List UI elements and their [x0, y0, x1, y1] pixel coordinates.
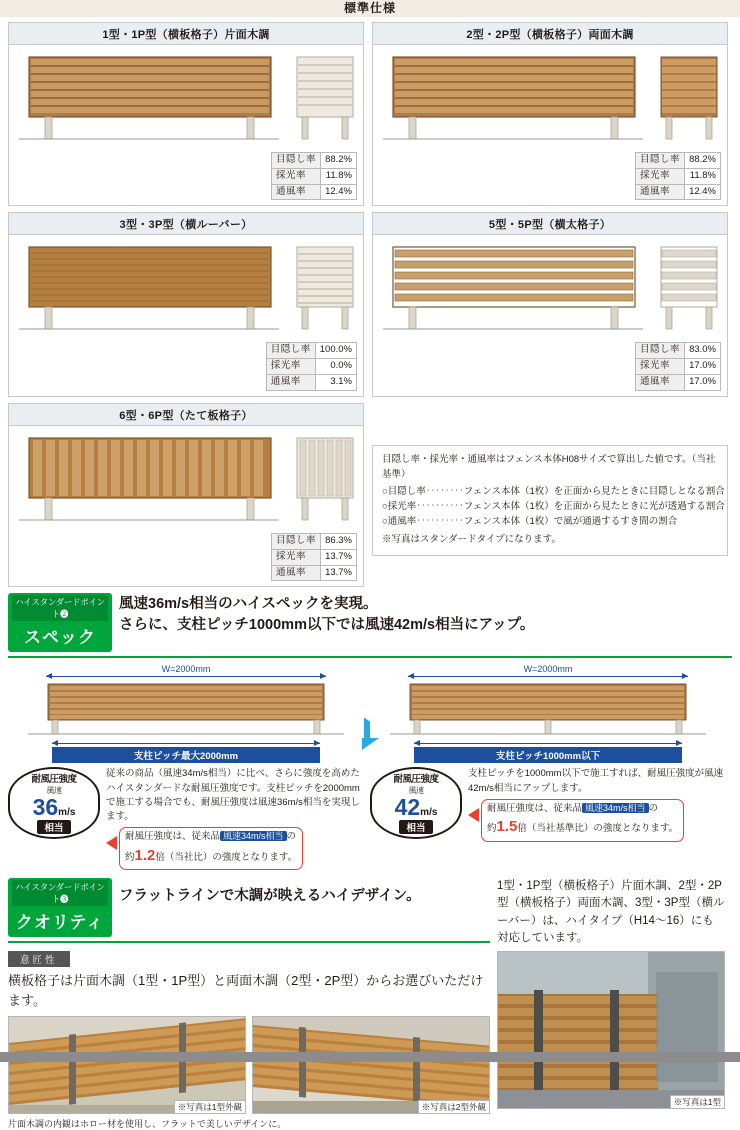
ratio-table	[635, 152, 721, 200]
compare-factor: 1.5	[496, 818, 518, 836]
ratio-label: 採光率	[272, 549, 321, 565]
fence-svg	[15, 51, 283, 143]
ratio-value: 3.1%	[315, 375, 356, 391]
pitch-dimension-line	[414, 743, 682, 744]
strength-stamp-36	[8, 767, 100, 839]
spec-card-type6	[8, 403, 364, 587]
ratio-label: 目隠し率	[266, 343, 315, 359]
design-tag: 意匠性	[8, 951, 70, 967]
ratio-label: 目隠し率	[636, 153, 685, 169]
card-title: 6型・6P型（たて板格子）	[9, 404, 363, 426]
compare-line-1	[487, 802, 678, 816]
ratio-label: 通風率	[636, 375, 685, 391]
fence-diagram-right	[370, 680, 726, 738]
ratio-label: 通風率	[636, 184, 685, 200]
compare-post: の	[648, 802, 659, 814]
green-divider	[8, 941, 490, 943]
wind-col-right	[370, 664, 726, 763]
ratio-label: 通風率	[266, 375, 315, 391]
fence-illustration-front	[379, 241, 652, 336]
ratio-value: 13.7%	[321, 549, 357, 565]
quality-photo-type1	[8, 1016, 246, 1114]
wind-columns	[8, 664, 732, 763]
card-body	[373, 45, 727, 152]
strength-description: 支柱ピッチを1000mm以下で施工すれば、耐風圧強度が風速42m/s相当にアップします。	[468, 768, 724, 794]
arrow-left-icon	[468, 808, 479, 822]
stamp-label-strength: 耐風圧強度	[31, 774, 77, 786]
card-body	[373, 235, 727, 342]
table-row	[272, 153, 357, 169]
compare-line-1	[125, 830, 297, 844]
width-dimension-line	[408, 676, 688, 677]
compare-highlight: 風速34m/s相当	[582, 803, 649, 813]
ratio-value: 12.4%	[321, 184, 357, 200]
quality-photo-note: 片面木調の内観はホロー材を使用し、フラットで美しいデザインに。	[8, 1119, 287, 1130]
stamp-unit: m/s	[58, 807, 76, 819]
card-title: 3型・3P型（横ルーバー）	[9, 213, 363, 235]
ratio-value: 88.2%	[321, 153, 357, 169]
pitch-label-right: 支柱ピッチ1000mm以下	[414, 747, 682, 763]
point-badge-main-label: スペック	[24, 628, 96, 648]
quality-left	[8, 951, 490, 1130]
fence-illustration-front	[379, 51, 652, 146]
fence-svg	[379, 241, 647, 333]
hightype-note-text: 1型・1P型（横板格子）片面木調、2型・2P型（横板格子）両面木調、3型・3P型（横ルーバー）は、ハイタイプ（H14～16）にも対応しています。	[497, 880, 725, 944]
ratio-label: 目隠し率	[272, 533, 321, 549]
ratio-label: 目隠し率	[636, 343, 685, 359]
ratio-value: 12.4%	[685, 184, 721, 200]
ratio-label: 採光率	[272, 168, 321, 184]
table-row	[272, 168, 357, 184]
fence-side-svg	[293, 51, 357, 143]
point-badge-spec	[8, 593, 112, 652]
spec-row-1	[8, 22, 732, 206]
strength-stamp-right-wrap	[370, 767, 462, 870]
fence-diagram-left	[8, 680, 364, 738]
table-row	[636, 375, 721, 391]
ratio-table	[271, 152, 357, 200]
stamp-number: 36	[32, 794, 59, 821]
strength-col-right	[370, 767, 726, 870]
point-spec-header	[0, 593, 740, 652]
ratio-value: 0.0%	[315, 359, 356, 375]
fence-side-svg	[657, 51, 721, 143]
compare-line-2	[125, 845, 297, 868]
stamp-label-strength: 耐風圧強度	[393, 774, 439, 786]
ratio-label: 採光率	[266, 359, 315, 375]
compare-bubble	[119, 827, 303, 870]
hightype-photo	[497, 951, 725, 1109]
compare-factor: 1.2	[134, 846, 156, 864]
ratio-value: 86.3%	[321, 533, 357, 549]
spec-card-type1	[8, 22, 364, 206]
photo-caption: ※写真は2型外観	[418, 1100, 489, 1113]
ratio-table-wrap	[9, 152, 363, 205]
strength-col-left	[8, 767, 364, 870]
fence-illustration-front	[15, 241, 288, 336]
table-row	[272, 184, 357, 200]
table-row	[636, 359, 721, 375]
quality-right-photo-wrap	[497, 951, 725, 1130]
ratio-label: 目隠し率	[272, 153, 321, 169]
card-title: 1型・1P型（横板格子）片面木調	[9, 23, 363, 45]
point-quality-header-row	[0, 870, 740, 947]
table-row	[636, 184, 721, 200]
fence-side-svg	[657, 241, 721, 333]
compare-pre: 耐風圧強度は、従来品	[125, 831, 221, 843]
fence-side-svg	[293, 241, 357, 333]
ratio-table	[266, 342, 357, 390]
compare-callout-right	[468, 799, 726, 842]
stamp-label-windspeed: 風速	[46, 786, 62, 796]
quality-body	[0, 947, 740, 1130]
compare-line-2	[487, 816, 678, 839]
note-column	[372, 403, 728, 587]
note-line: ○目隠し率‥‥‥‥フェンス本体（1枚）を正面から見たときに目隠しとなる割合	[382, 486, 725, 498]
note-line: ○採光率‥‥‥‥‥フェンス本体（1枚）を正面から見たときに光が透過する割合	[382, 501, 725, 513]
point-quality-badge-row	[8, 878, 490, 937]
stamp-value	[10, 796, 98, 819]
point-quality-header	[8, 878, 490, 947]
stamp-unit: m/s	[420, 807, 438, 819]
ratio-table	[271, 533, 357, 581]
fence-illustration-side	[293, 51, 357, 146]
fence-illustration-side	[657, 51, 721, 146]
strength-row	[0, 763, 740, 870]
strength-text-right	[468, 767, 726, 870]
stamp-equivalent-label: 相当	[399, 820, 432, 834]
stamp-number: 42	[394, 794, 421, 821]
compare-pre: 耐風圧強度は、従来品	[487, 802, 583, 814]
photo-caption: ※写真は1型	[670, 1095, 724, 1108]
ratio-table-wrap	[373, 152, 727, 205]
spec-card-grid	[0, 17, 740, 587]
quality-text: 横板格子は片面木調（1型・1P型）と両面木調（2型・2P型）からお選びいただけます。	[8, 973, 484, 1009]
compare-approx: 約	[125, 851, 135, 863]
compare-bubble	[481, 799, 684, 842]
ratio-value: 83.0%	[685, 343, 721, 359]
dim-wrap-left	[8, 664, 364, 677]
photo-caption: ※写真は1型外観	[174, 1100, 245, 1113]
ratio-label: 採光率	[636, 359, 685, 375]
ratio-table	[635, 342, 721, 390]
point-spec-title-line2: さらに、支柱ピッチ1000mm以下では風速42m/s相当にアップ。	[119, 617, 535, 634]
ratio-value: 11.8%	[321, 168, 357, 184]
table-row	[272, 533, 357, 549]
strength-stamp-left-wrap	[8, 767, 100, 870]
fence-illustration-side	[657, 241, 721, 336]
table-row	[266, 343, 356, 359]
ratio-table-wrap	[9, 342, 363, 395]
note-head: 目隠し率・採光率・通風率はフェンス本体H08サイズで算出した値です。（当社基準）	[382, 453, 716, 480]
spec-card-type3	[8, 212, 364, 396]
card-body	[9, 45, 363, 152]
spec-card-type2	[372, 22, 728, 206]
ratio-value: 13.7%	[321, 565, 357, 581]
spec-row-3	[8, 403, 732, 587]
strength-text-left	[106, 767, 364, 870]
stamp-label-windspeed: 風速	[408, 786, 424, 796]
width-dimension-line	[46, 676, 326, 677]
fence-illustration-side	[293, 241, 357, 336]
wind-col-left	[8, 664, 364, 763]
table-row	[636, 168, 721, 184]
fence-svg	[379, 51, 647, 143]
point-badge-top-label: ハイスタンダードポイント➋	[12, 595, 108, 621]
pitch-dimension-line	[52, 743, 320, 744]
width-dimension-label: W=2000mm	[523, 664, 573, 675]
strength-stamp-42	[370, 767, 462, 839]
pitch-wrap-left	[8, 743, 364, 763]
card-body	[9, 235, 363, 342]
point-spec-title-line1: 風速36m/s相当のハイスペックを実現。	[119, 596, 378, 613]
point-badge-quality	[8, 878, 112, 937]
ratio-table-wrap	[373, 342, 727, 395]
ratio-note-box	[372, 445, 728, 556]
strength-description: 従来の商品（風速34m/s相当）に比べ、さらに強度を高めたハイスタンダードな耐風圧強度です。支柱ピッチを2000mmで施工する場合でも、耐風圧強度は風速36m/s相当を実現します。	[106, 768, 360, 823]
compare-suffix: 倍（当社比）の強度となります。	[155, 851, 298, 863]
ratio-label: 採光率	[636, 168, 685, 184]
ratio-label: 通風率	[272, 565, 321, 581]
table-row	[266, 375, 356, 391]
fence-illustration-side	[293, 432, 357, 527]
stamp-value	[372, 796, 460, 819]
note-line: ○通風率‥‥‥‥‥フェンス本体（1枚）で風が通過するすき間の割合	[382, 515, 678, 527]
arrow-left-icon	[106, 836, 117, 850]
table-row	[636, 153, 721, 169]
bottom-strip	[0, 1052, 740, 1062]
fence-svg	[15, 241, 283, 333]
table-row	[272, 549, 357, 565]
spec-card-type5	[372, 212, 728, 396]
pitch-label-left: 支柱ピッチ最大2000mm	[52, 747, 320, 763]
ratio-value: 88.2%	[685, 153, 721, 169]
compare-callout-left	[106, 827, 364, 870]
ratio-table-wrap	[9, 533, 363, 586]
compare-suffix: 倍（当社基準比）の強度となります。	[517, 823, 679, 835]
point-spec-title	[119, 593, 534, 636]
card-body	[9, 426, 363, 533]
fence-illustration-front	[15, 51, 288, 146]
quality-photo-type2	[252, 1016, 490, 1114]
point-badge-main-label: クオリティ	[15, 913, 105, 933]
quality-photo-row	[8, 1016, 490, 1114]
spec-section-header: 標準仕様	[0, 0, 740, 17]
point-quality-title: フラットラインで木調が映えるハイデザイン。	[119, 888, 421, 905]
card-title: 2型・2P型（横板格子）両面木調	[373, 23, 727, 45]
wind-spec-area	[0, 658, 740, 763]
hightype-note	[497, 878, 725, 947]
stamp-equivalent-label: 相当	[37, 820, 70, 834]
width-dimension-label: W=2000mm	[161, 664, 211, 675]
point-badge-top-label: ハイスタンダードポイント➌	[12, 880, 108, 906]
pitch-wrap-right	[370, 743, 726, 763]
compare-post: の	[286, 831, 297, 843]
dim-wrap-right	[370, 664, 726, 677]
ratio-label: 通風率	[272, 184, 321, 200]
compare-approx: 約	[487, 823, 497, 835]
fence-side-svg	[293, 432, 357, 524]
table-row	[636, 343, 721, 359]
table-row	[266, 359, 356, 375]
note-foot: ※写真はスタンダードタイプになります。	[382, 534, 561, 546]
fence-svg	[15, 432, 283, 524]
compare-highlight: 風速34m/s相当	[220, 831, 287, 841]
fence-illustration-front	[15, 432, 288, 527]
spec-row-2	[8, 212, 732, 396]
ratio-value: 17.0%	[685, 375, 721, 391]
table-row	[272, 565, 357, 581]
ratio-value: 17.0%	[685, 359, 721, 375]
photo-illustration	[498, 952, 725, 1109]
ratio-value: 11.8%	[685, 168, 721, 184]
card-title: 5型・5P型（横太格子）	[373, 213, 727, 235]
ratio-value: 100.0%	[315, 343, 356, 359]
